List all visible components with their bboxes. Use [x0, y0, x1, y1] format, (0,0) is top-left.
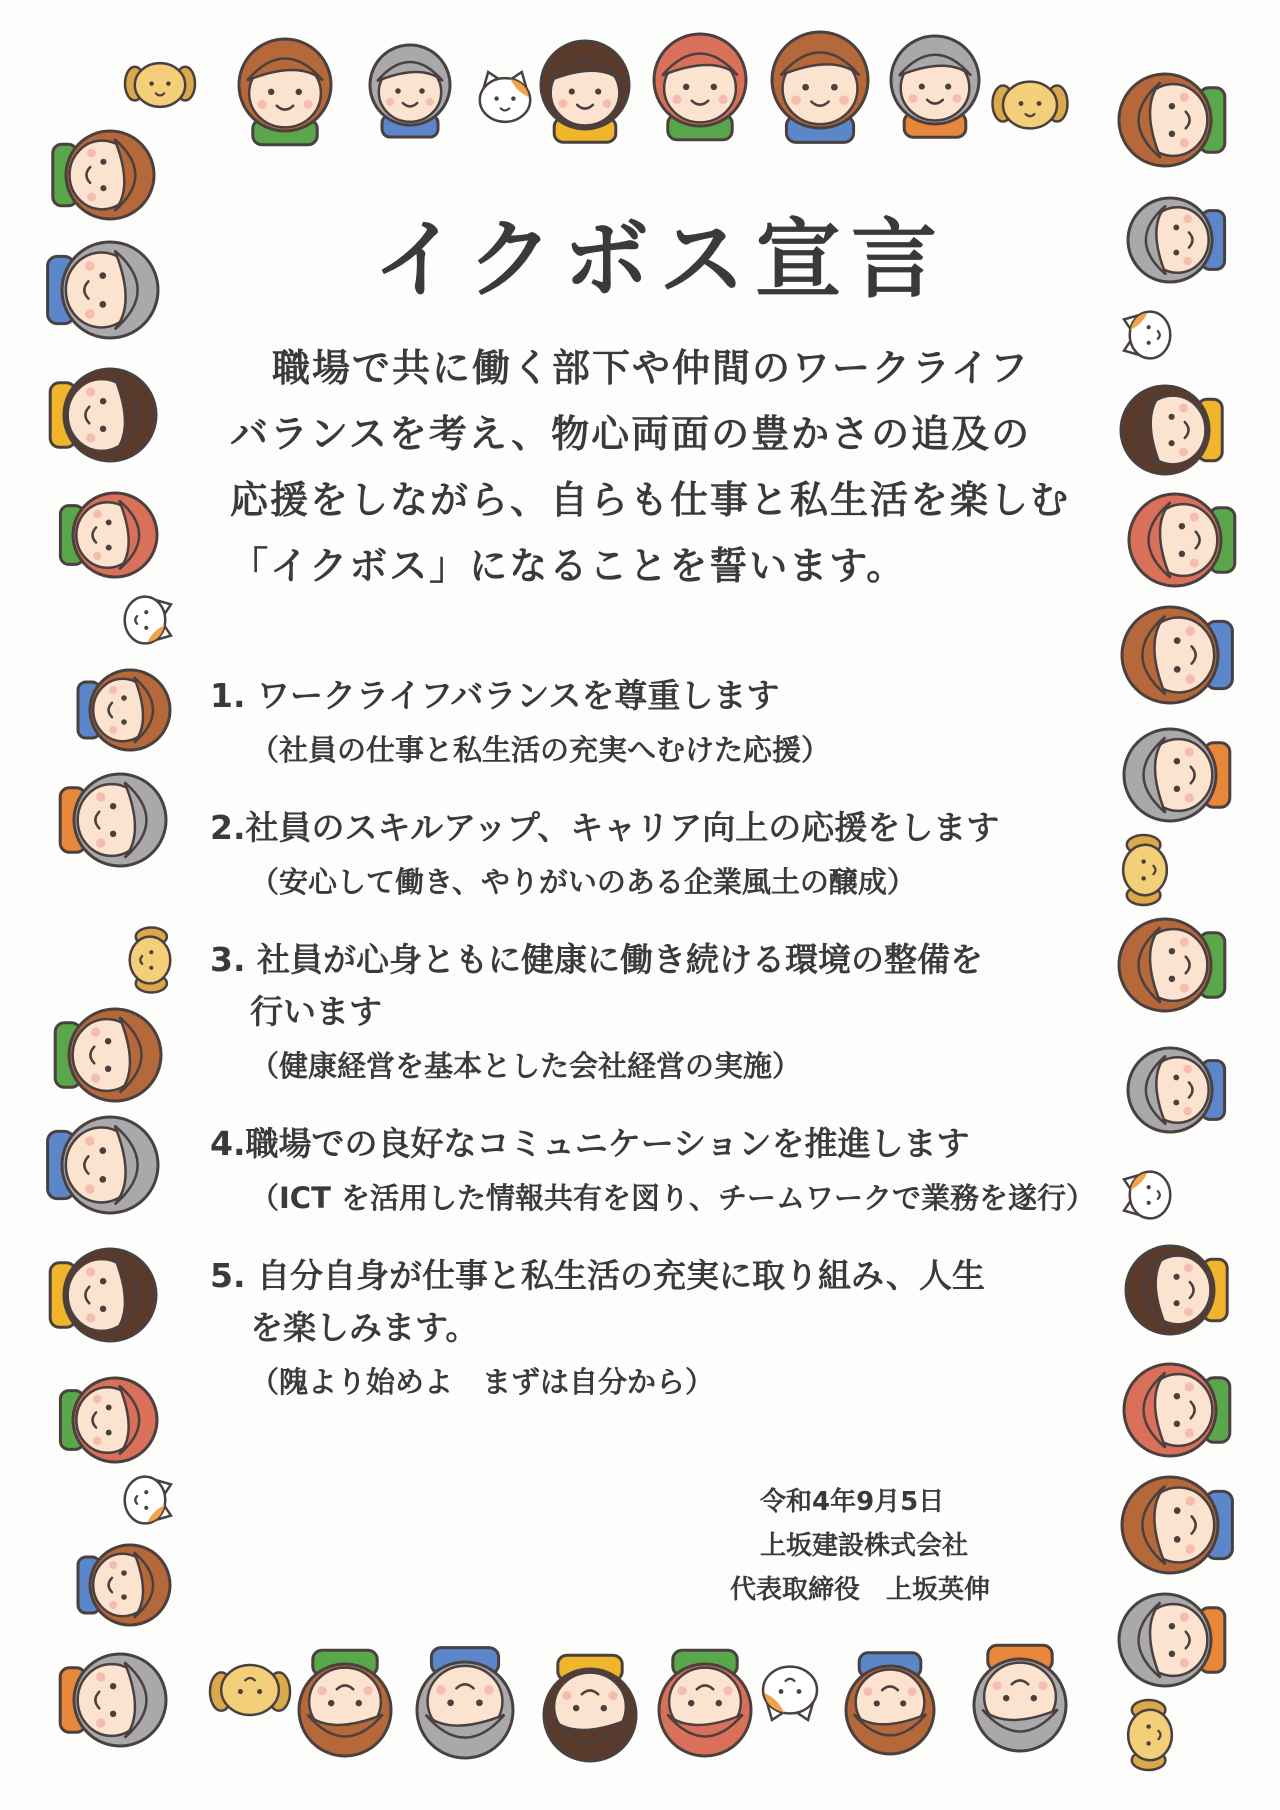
item-note: （健康経営を基本とした会社経営の実施） — [250, 1049, 802, 1083]
cartoon-cat-icon — [480, 72, 530, 122]
declaration-list — [210, 670, 1110, 1406]
cartoon-dog-icon — [210, 1665, 290, 1715]
cartoon-person-icon — [846, 1653, 934, 1754]
cartoon-person-icon — [55, 1009, 161, 1101]
cartoon-person-icon — [1119, 919, 1225, 1011]
cartoon-person-icon — [1122, 1477, 1232, 1573]
cartoon-cat-icon — [125, 597, 171, 644]
item-note: （ICT を活用した情報共有を図り、チームワークで業務を遂行） — [250, 1181, 1095, 1215]
item-heading: 1. ワークライフバランスを尊重します — [210, 676, 780, 715]
cartoon-person-icon — [1129, 494, 1235, 586]
cartoon-person-icon — [1119, 74, 1225, 166]
declaration-item-1 — [210, 670, 1110, 774]
cartoon-person-icon — [1121, 386, 1222, 474]
cartoon-person-icon — [974, 1645, 1066, 1751]
cartoon-person-icon — [659, 1650, 751, 1756]
cartoon-dog-icon — [1128, 1700, 1172, 1770]
signature-company: 上坂建設株式会社 — [760, 1531, 969, 1561]
cartoon-person-icon — [654, 34, 746, 140]
page-title: イクボス宣言 — [372, 210, 948, 310]
cartoon-person-icon — [1119, 1594, 1225, 1686]
cartoon-dog-icon — [130, 928, 171, 993]
cartoon-person-icon — [1122, 607, 1232, 703]
cartoon-person-icon — [370, 45, 450, 137]
cartoon-person-icon — [60, 1378, 157, 1462]
cartoon-person-icon — [78, 1545, 170, 1625]
declaration-item-2 — [210, 802, 1110, 906]
cartoon-person-icon — [48, 242, 158, 338]
cartoon-person-icon — [1124, 1364, 1230, 1456]
cartoon-person-icon — [541, 41, 629, 142]
item-heading-continued: を楽しみます。 — [250, 1308, 479, 1347]
cartoon-person-icon — [417, 1648, 513, 1758]
cartoon-cat-icon — [1124, 312, 1170, 359]
cartoon-person-icon — [50, 1249, 156, 1341]
declaration-item-5 — [210, 1250, 1110, 1406]
cartoon-person-icon — [239, 39, 331, 145]
item-heading: 3. 社員が心身ともに健康に働き続ける環境の整備を — [210, 940, 983, 979]
cartoon-cat-icon — [125, 1477, 171, 1524]
cartoon-person-icon — [544, 1655, 636, 1761]
intro-line: バランスを考え、物心両面の豊かさの追及の — [230, 412, 1032, 456]
item-heading: 5. 自分自身が仕事と私生活の充実に取り組み、人生 — [210, 1256, 985, 1295]
cartoon-dog-icon — [993, 82, 1068, 129]
cartoon-person-icon — [1128, 198, 1225, 282]
cartoon-person-icon — [772, 32, 868, 142]
intro-line: 職場で共に働く部下や仲間のワークライフ — [272, 346, 1030, 390]
cartoon-dog-icon — [125, 63, 195, 107]
cartoon-person-icon — [891, 36, 979, 137]
cartoon-person-icon — [1126, 1246, 1227, 1334]
cartoon-person-icon — [60, 493, 157, 577]
item-heading: 2.社員のスキルアップ、キャリア向上の応援をします — [210, 808, 1000, 847]
cartoon-person-icon — [53, 131, 154, 219]
intro-line: 応援をしながら、自らも仕事と私生活を楽しむ — [230, 478, 1071, 522]
item-heading: 4.職場での良好なコミュニケーションを推進します — [210, 1124, 970, 1163]
cartoon-cat-icon — [1124, 1172, 1170, 1219]
cartoon-person-icon — [60, 1654, 166, 1746]
cartoon-person-icon — [50, 369, 156, 461]
item-note: （隗より始めよ まずは自分から） — [250, 1365, 715, 1399]
signature-date: 令和4年9月5日 — [760, 1487, 945, 1517]
cartoon-cat-icon — [763, 1667, 817, 1720]
cartoon-person-icon — [1128, 1048, 1225, 1132]
intro-line: 「イクボス」になることを誓います。 — [230, 544, 907, 588]
cartoon-person-icon — [299, 1650, 391, 1756]
cartoon-person-icon — [48, 1117, 158, 1213]
cartoon-person-icon — [78, 670, 170, 750]
item-note: （社員の仕事と私生活の充実へむけた応援） — [250, 733, 831, 767]
cartoon-dog-icon — [1123, 835, 1167, 905]
signature-block — [730, 1480, 1110, 1612]
declaration-item-3 — [210, 934, 1110, 1090]
intro-paragraph — [230, 335, 1110, 599]
item-note: （安心して働き、やりがいのある企業風土の醸成） — [250, 865, 916, 899]
signature-representative: 代表取締役 上坂英伸 — [730, 1575, 991, 1605]
declaration-item-4 — [210, 1118, 1110, 1222]
cartoon-person-icon — [1124, 729, 1230, 821]
item-heading-continued: 行います — [250, 992, 382, 1031]
cartoon-person-icon — [60, 774, 166, 866]
